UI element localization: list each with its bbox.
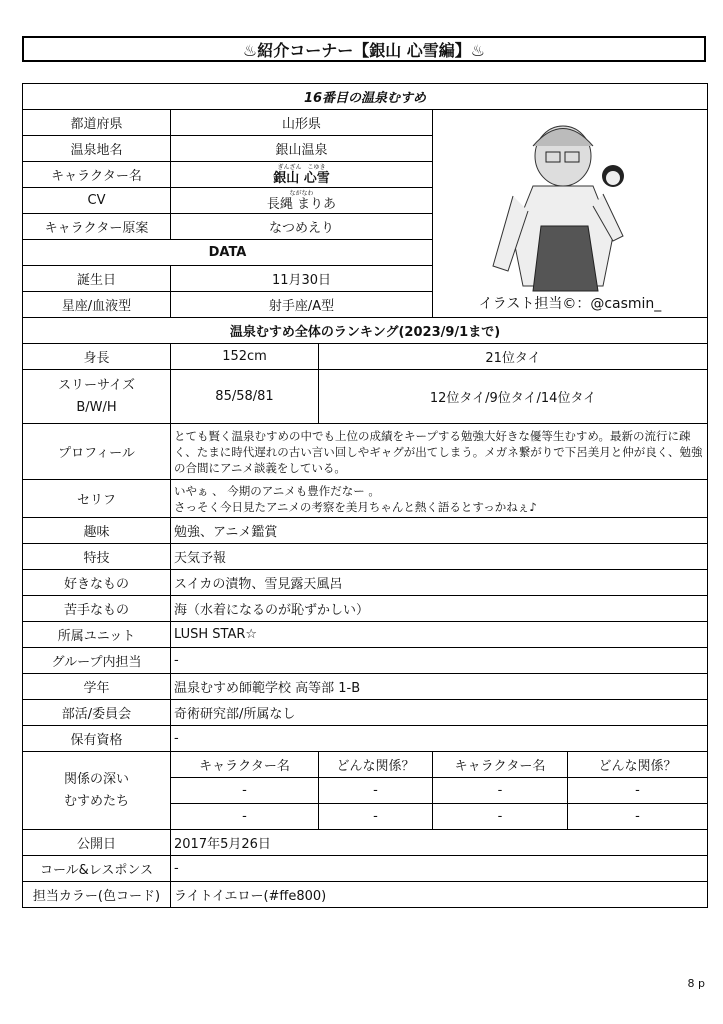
section-title: 16番目の温泉むすめ <box>23 84 708 110</box>
character-illustration <box>453 116 693 306</box>
serif-line-1: いやぁ 、 今期のアニメも豊作だなー 。 <box>174 483 380 498</box>
sign-label: 星座/血液型 <box>23 292 171 318</box>
illustration-credit: イラスト担当©：@casmin_ <box>478 296 662 312</box>
relations-header: どんな関係？ <box>568 752 708 778</box>
character-name: 銀山 心雪 <box>273 170 330 186</box>
onsen-label: 温泉地名 <box>23 136 171 162</box>
data-header: DATA <box>23 240 433 266</box>
name-label: キャラクター名 <box>23 162 171 188</box>
relations-cell: - <box>171 778 319 804</box>
onsen-value: 銀山温泉 <box>171 136 433 162</box>
height-rank: 21位タイ <box>319 344 708 370</box>
sizes-value: 85/58/81 <box>171 370 319 424</box>
birthday-label: 誕生日 <box>23 266 171 292</box>
birthday-value: 11月30日 <box>171 266 433 292</box>
illustration-cell <box>433 110 708 318</box>
relations-cell: - <box>319 778 433 804</box>
relations-label-line2: むすめたち <box>63 793 129 809</box>
relations-header: キャラクター名 <box>433 752 568 778</box>
sizes-label <box>23 370 171 424</box>
relations-cell: - <box>568 778 708 804</box>
skill-label: 特技 <box>23 544 171 570</box>
grade-label: 学年 <box>23 674 171 700</box>
serif-label: セリフ <box>23 480 171 518</box>
cv-cell <box>171 188 433 214</box>
relations-cell: - <box>433 778 568 804</box>
name-cell <box>171 162 433 188</box>
relations-header: どんな関係？ <box>319 752 433 778</box>
cv-ruby: ながなわ <box>289 189 314 197</box>
call-value: - <box>171 856 708 882</box>
grade-value: 温泉むすめ師範学校 高等部 1-B <box>171 674 708 700</box>
cv-label: CV <box>23 188 171 214</box>
sign-value: 射手座/A型 <box>171 292 433 318</box>
license-value: - <box>171 726 708 752</box>
club-label: 部活/委員会 <box>23 700 171 726</box>
license-label: 保有資格 <box>23 726 171 752</box>
hobby-value: 勉強、アニメ鑑賞 <box>171 518 708 544</box>
likes-label: 好きなもの <box>23 570 171 596</box>
profile-table <box>22 83 708 908</box>
profile-text: とても賢く温泉むすめの中でも上位の成績をキープする勉強大好きな優等生むすめ。最新の流行に疎く、たまに時代遅れの古い言い回しやギャグが出てしまう。メガネ繋がりで下呂美月と仲が良く、勉強の合間にアニメ談義をしている。 <box>171 424 708 480</box>
name-ruby: ぎんざん こゆき <box>277 163 326 171</box>
likes-value: スイカの漬物、雪見露天風呂 <box>171 570 708 596</box>
group-role-label: グループ内担当 <box>23 648 171 674</box>
prefecture-label: 都道府県 <box>23 110 171 136</box>
relations-cell: - <box>433 804 568 830</box>
cv-value: 長縄 まりあ <box>266 196 337 212</box>
prefecture-value: 山形県 <box>171 110 433 136</box>
designer-value: なつめえり <box>171 214 433 240</box>
height-label: 身長 <box>23 344 171 370</box>
group-role-value: - <box>171 648 708 674</box>
dislikes-label: 苦手なもの <box>23 596 171 622</box>
sizes-label-line1: スリーサイズ <box>58 377 135 393</box>
serif-line-2: さっそく今日見たアニメの考察を美月ちゃんと熱く語るとすっかねぇ♪ <box>174 499 537 514</box>
skill-value: 天気予報 <box>171 544 708 570</box>
serif-cell <box>171 480 708 518</box>
dislikes-value: 海（水着になるのが恥ずかしい） <box>171 596 708 622</box>
release-value: 2017年5月26日 <box>171 830 708 856</box>
height-value: 152cm <box>171 344 319 370</box>
club-value: 奇術研究部/所属なし <box>171 700 708 726</box>
page-title: ♨紹介コーナー【銀山 心雪編】♨ <box>22 36 706 62</box>
profile-label: プロフィール <box>23 424 171 480</box>
color-value: ライトイエロー(#ffe800) <box>171 882 708 908</box>
relations-cell: - <box>171 804 319 830</box>
release-label: 公開日 <box>23 830 171 856</box>
page-number: 8 p <box>687 977 705 990</box>
relations-header: キャラクター名 <box>171 752 319 778</box>
ranking-header: 温泉むすめ全体のランキング(2023/9/1まで) <box>23 318 708 344</box>
relations-cell: - <box>568 804 708 830</box>
sizes-label-line2: B/W/H <box>76 399 117 415</box>
sizes-rank: 12位タイ/9位タイ/14位タイ <box>319 370 708 424</box>
color-label: 担当カラー(色コード) <box>23 882 171 908</box>
unit-value: LUSH STAR☆ <box>171 622 708 648</box>
unit-label: 所属ユニット <box>23 622 171 648</box>
relations-label-line1: 関係の深い <box>63 771 129 787</box>
designer-label: キャラクター原案 <box>23 214 171 240</box>
relations-cell: - <box>319 804 433 830</box>
call-label: コール&レスポンス <box>23 856 171 882</box>
relations-label <box>23 752 171 830</box>
hobby-label: 趣味 <box>23 518 171 544</box>
